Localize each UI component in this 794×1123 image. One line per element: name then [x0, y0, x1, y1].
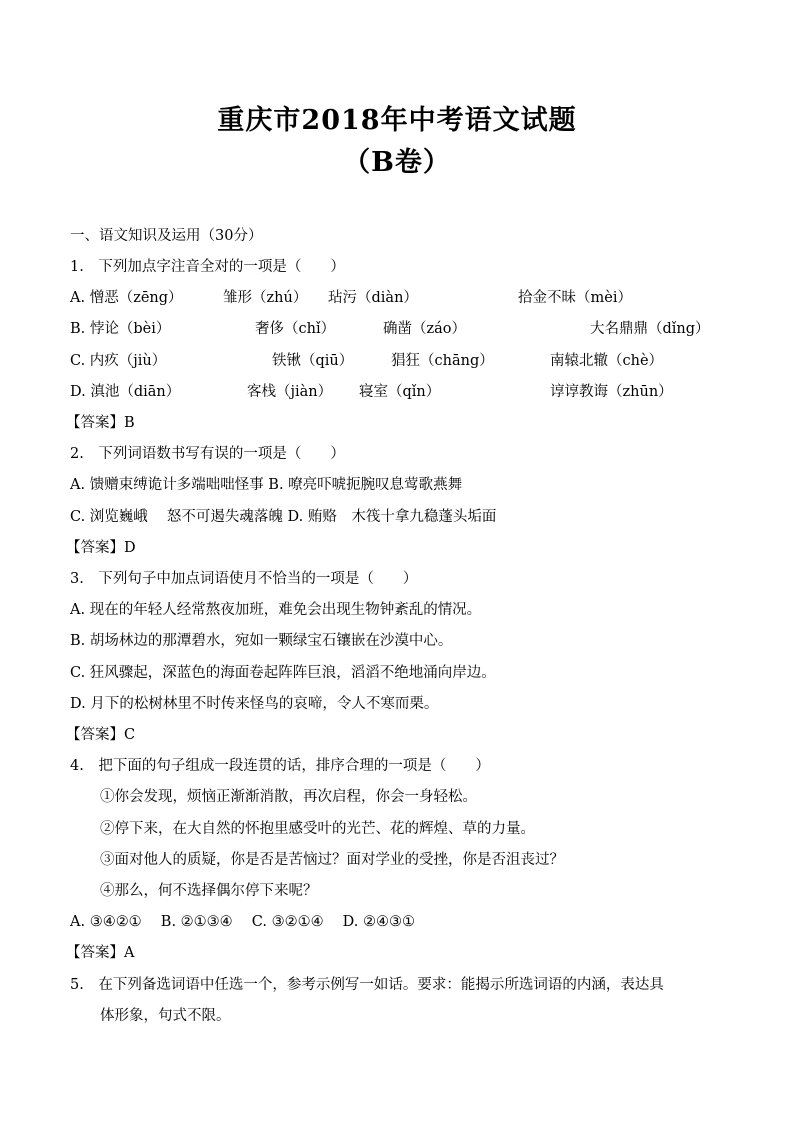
option-text: D. 滇池（diān） — [70, 384, 181, 400]
question-3-option-d: D. 月下的松树林里不时传来怪鸟的哀啼，令人不寒而栗。 — [70, 696, 439, 712]
option-text: 玷污（diàn） — [328, 290, 418, 306]
question-4-options: A. ③④②① B. ②①③④ C. ③②①④ D. ②④③① — [70, 914, 415, 930]
question-3-stem: 3. 下列句子中加点词语使月不恰当的一项是（ ） — [70, 571, 418, 587]
question-2-options-cd: C. 浏览巍峨 怒不可遏失魂落魄 D. 贿赂 木筏十拿九稳蓬头垢面 — [70, 509, 497, 525]
question-4-sentence-1: ①你会发现，烦恼正渐渐消散，再次启程，你会一身轻松。 — [100, 789, 477, 805]
option-text: A. 憎恶（zēng） — [70, 290, 183, 306]
option-text: 谆谆教诲（zhūn） — [550, 384, 673, 400]
question-2-stem: 2. 下列词语数书写有误的一项是（ ） — [70, 446, 345, 462]
exam-subtitle: （B卷） — [343, 147, 451, 178]
question-4-sentence-3: ③面对他人的质疑，你是否是苦恼过？面对学业的受挫，你是否沮丧过？ — [100, 852, 564, 868]
option-text: 大名鼎鼎（dǐng） — [590, 321, 710, 337]
option-text: C. 内疚（jiù） — [70, 353, 167, 369]
option-text: B. 悖论（bèi） — [70, 321, 171, 337]
question-4-answer: 【答案】A — [66, 945, 135, 961]
option-text: 铁锹（qiū） — [272, 353, 354, 369]
option-text: 南辕北辙（chè） — [550, 353, 664, 369]
question-2-answer: 【答案】D — [66, 540, 136, 556]
option-text: 寝室（qǐn） — [359, 384, 441, 400]
question-2-options-ab: A. 馈赠束缚诡计多端咄咄怪事 B. 嘹亮吓唬扼腕叹息莺歌燕舞 — [70, 477, 463, 493]
question-5-stem-continued: 体形象，句式不限。 — [100, 1008, 231, 1024]
question-3-answer: 【答案】C — [66, 727, 136, 743]
option-text: 客栈（jiàn） — [247, 384, 333, 400]
question-3-option-a: A. 现在的年轻人经常熬夜加班，难免会出现生物钟紊乱的情况。 — [70, 602, 482, 618]
question-3-option-c: C. 狂风骤起，深蓝色的海面卷起阵阵巨浪，滔滔不绝地涌向岸边。 — [70, 665, 496, 681]
question-5-stem: 5. 在下列备选词语中任选一个，参考示例写一如话。要求：能揭示所选词语的内涵，表达具 — [70, 977, 664, 993]
option-text: 拾金不昧（mèi） — [518, 290, 632, 306]
question-1-stem: 1. 下列加点字注音全对的一项是（ ） — [70, 259, 345, 275]
question-1-answer: 【答案】B — [66, 415, 135, 431]
question-4-sentence-4: ④那么，何不选择偶尔停下来呢？ — [100, 883, 318, 899]
option-text: 猖狂（chāng） — [391, 353, 494, 369]
question-4-stem: 4. 把下面的句子组成一段连贯的话，排序合理的一项是（ ） — [70, 758, 490, 774]
section-heading: 一、语文知识及运用（30分） — [70, 228, 263, 244]
option-text: 雏形（zhú） — [223, 290, 308, 306]
question-3-option-b: B. 胡场林边的那潭碧水，宛如一颗绿宝石镶嵌在沙漠中心。 — [70, 633, 453, 649]
option-text: 确凿（záo） — [383, 321, 467, 337]
question-4-sentence-2: ②停下来，在大自然的怀抱里感受叶的光芒、花的辉煌、草的力量。 — [100, 821, 535, 837]
exam-title: 重庆市2018年中考语文试题 — [217, 105, 577, 136]
option-text: 奢侈（chǐ） — [255, 321, 336, 337]
